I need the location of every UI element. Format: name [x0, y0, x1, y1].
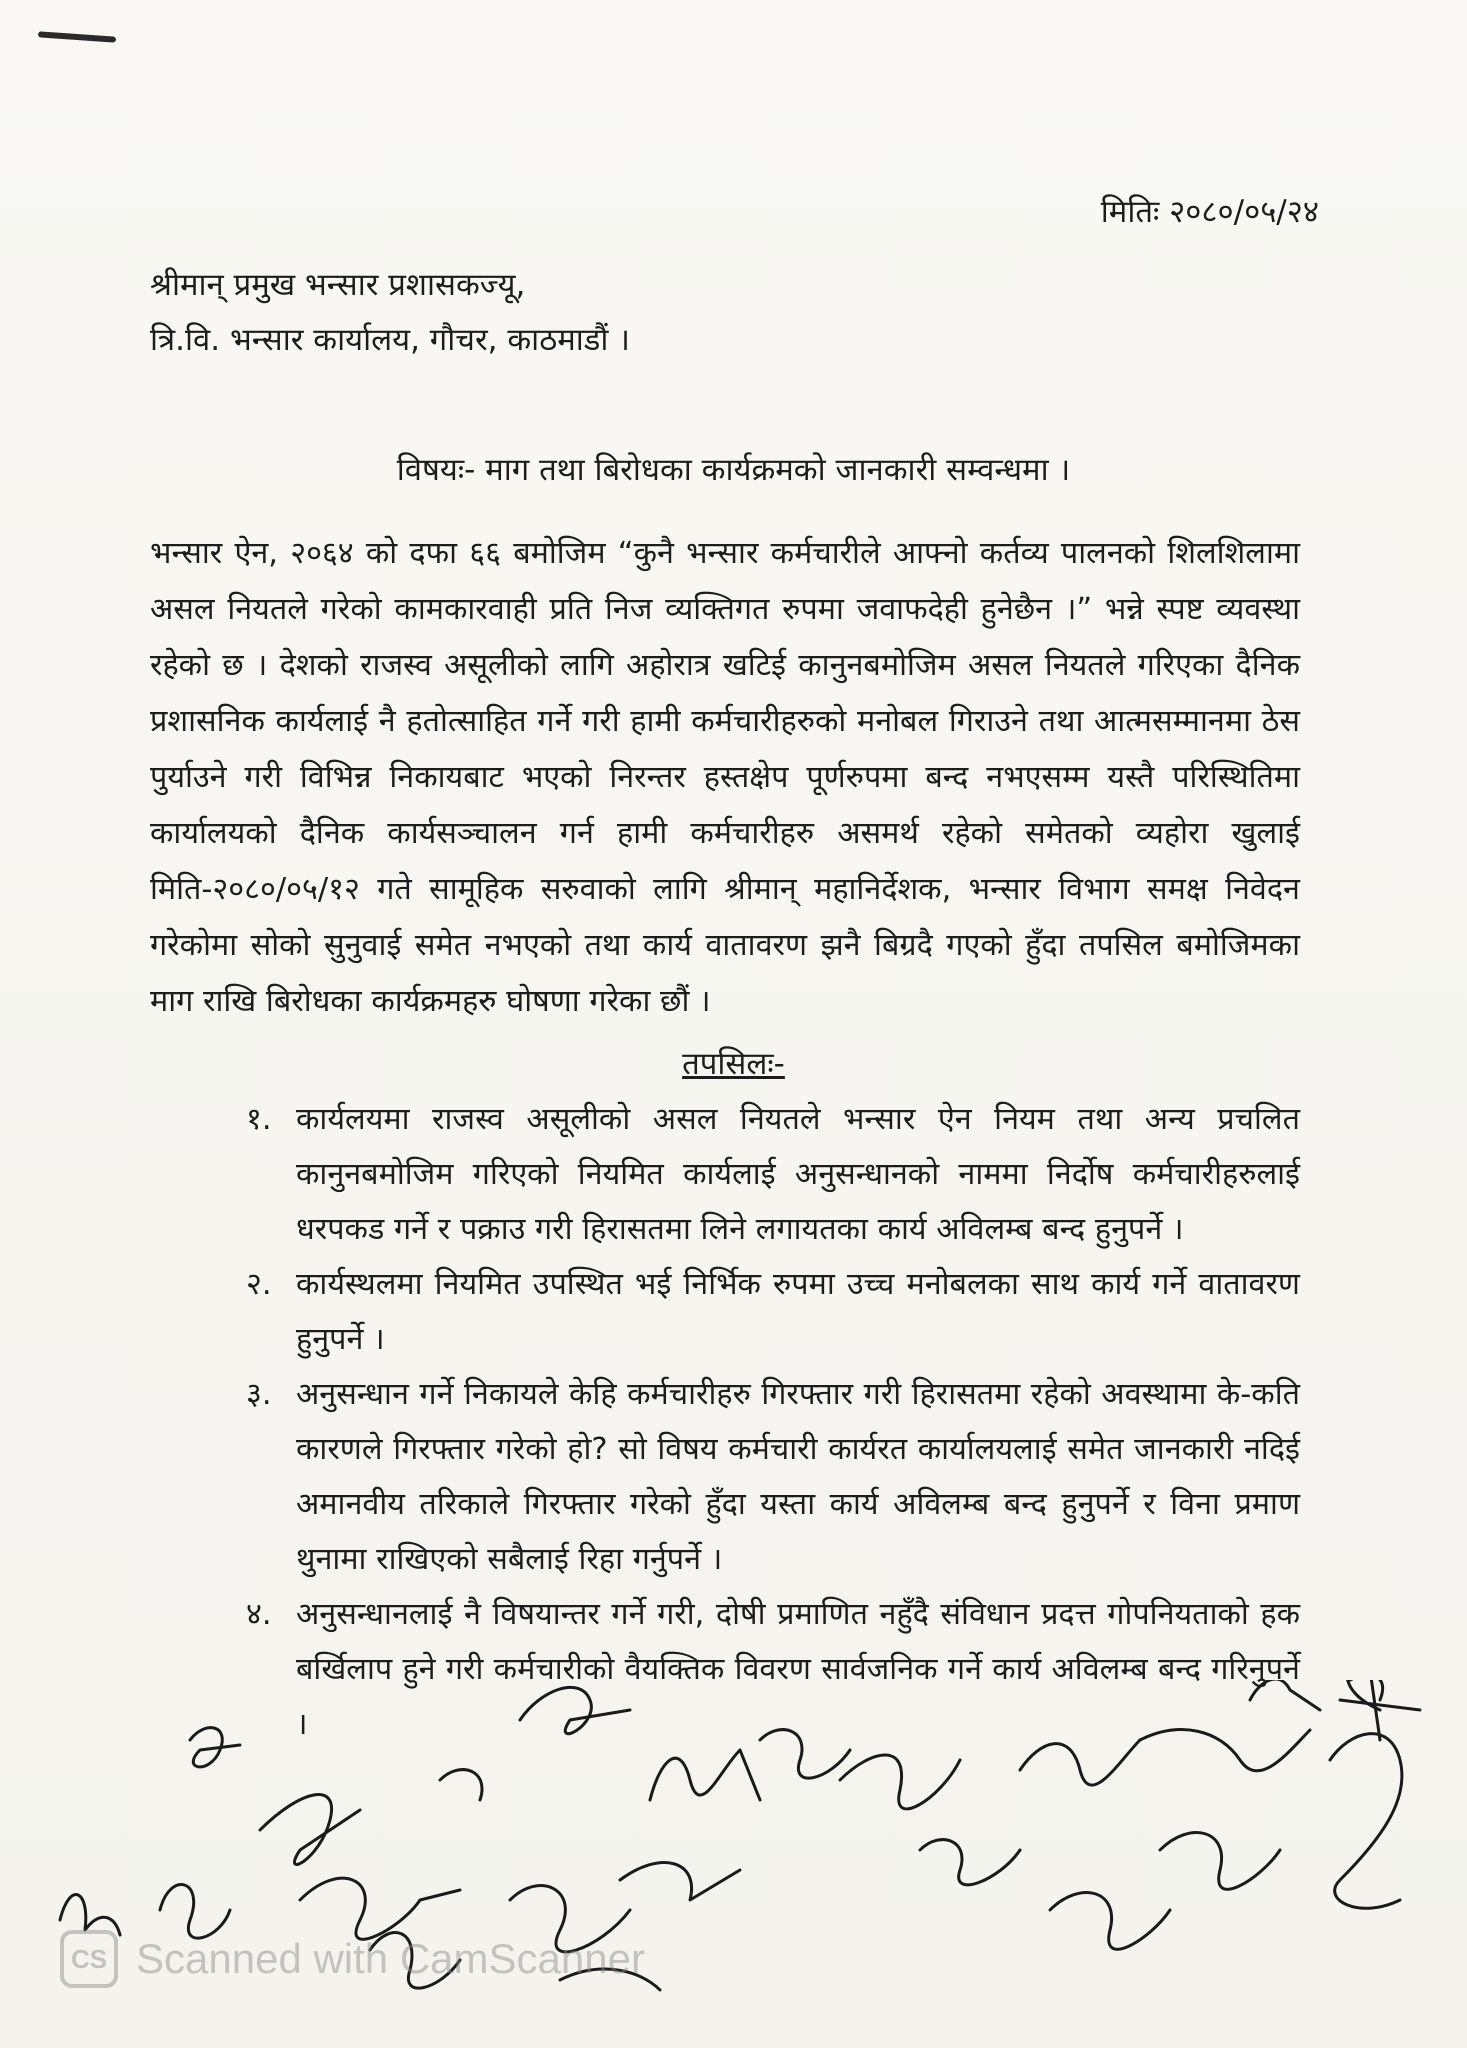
addressee-line-1: श्रीमान् प्रमुख भन्सार प्रशासकज्यू,	[150, 267, 526, 303]
list-item-text: कार्यस्थलमा नियमित उपस्थित भई निर्भिक रुपमा उच्च मनोबलका साथ कार्य गर्ने वातावरण हुनुपर्ने ।	[296, 1267, 1300, 1357]
signature	[840, 1755, 960, 1809]
signature	[520, 1687, 630, 1733]
signature	[1050, 1893, 1170, 1950]
signature	[260, 1795, 360, 1865]
signature	[190, 1728, 240, 1767]
signature	[1330, 1734, 1402, 1909]
watermark-text: Scanned with CamScanner	[136, 1935, 645, 1982]
camscanner-logo: CS	[60, 1930, 118, 1988]
demands-list	[246, 1092, 1300, 1752]
signature	[60, 1895, 120, 1935]
list-item	[246, 1257, 1300, 1367]
list-item-text: अनुसन्धानलाई नै विषयान्तर गर्ने गरी, दोषी प्रमाणित नहुँदै संविधान प्रदत्त गोपनियताको हक बर्खिलाप हुने गरी कर्मचारीको वैयक्तिक विवरण सार्वजनिक गर्ने कार्य अविलम्ब बन्द गरिनुपर्ने ।	[296, 1597, 1300, 1742]
list-item-number: ३.	[246, 1377, 272, 1412]
body-paragraph: भन्सार ऐन, २०६४ को दफा ६६ बमोजिम “कुनै भन्सार कर्मचारीले आफ्नो कर्तव्य पालनको शिलशिलामा असल नियतले गरेको कामकारवाही प्रति निज व्यक्तिगत रुपमा जवाफदेही हुनेछैन ।” भन्ने स्पष्ट व्यवस्था रहेको छ । देशको राजस्व असूलीको लागि अहोरात्र खटिई कानुनबमोजिम असल नियतले गरिएका दैनिक प्रशासनिक कार्यलाई नै हतोत्साहित गर्ने गरी हामी कर्मचारीहरुको मनोबल गिराउने तथा आत्मसम्मानमा ठेस पुर्याउने गरी विभिन्न निकायबाट भएको निरन्तर हस्तक्षेप पूर्णरुपमा बन्द नभएसम्म यस्तै परिस्थितिमा कार्यालयको दैनिक कार्यसञ्चालन गर्न हामी कर्मचारीहरु असमर्थ रहेको समेतको व्यहोरा खुलाई मिति-२०८०/०५/१२ गते सामूहिक सरुवाको लागि श्रीमान् महानिर्देशक, भन्सार विभाग समक्ष निवेदन गरेकोमा सोको सुनुवाई समेत नभएको तथा कार्य वातावरण झनै बिग्रदै गएको हुँदा तपसिल बमोजिमका माग राखि बिरोधका कार्यक्रमहरु घोषणा गरेका छौं ।	[150, 536, 1300, 1019]
list-heading: तपसिलः-	[682, 1046, 785, 1082]
signature	[1160, 1833, 1280, 1890]
list-item-number: ४.	[246, 1597, 272, 1632]
addressee-block	[150, 258, 630, 368]
signature	[1250, 1680, 1320, 1710]
addressee-line-2: त्रि.वि. भन्सार कार्यालय, गौचर, काठमाडौं ।	[150, 322, 630, 358]
signature	[440, 1770, 482, 1800]
signature	[650, 1750, 760, 1800]
letter-date: मितिः २०८०/०५/२४	[1100, 194, 1319, 230]
list-item	[246, 1092, 1300, 1257]
signature	[1140, 1730, 1310, 1771]
subject-line: विषयः- माग तथा बिरोधका कार्यक्रमको जानकारी सम्वन्धमा ।	[396, 452, 1071, 488]
list-item	[246, 1367, 1300, 1587]
list-item-text: अनुसन्धान गर्ने निकायले केहि कर्मचारीहरु गिरफ्तार गरी हिरासतमा रहेको अवस्थामा के-कति कारणले गिरफ्तार गरेको हो? सो विषय कर्मचारी कार्यरत कार्यालयलाई समेत जानकारी नदिई अमानवीय तरिकाले गिरफ्तार गरेको हुँदा यस्ता कार्य अविलम्ब बन्द हुनुपर्ने र विना प्रमाण थुनामा राखिएको सबैलाई रिहा गर्नुपर्ने ।	[296, 1377, 1300, 1577]
camscanner-watermark	[60, 1930, 645, 1988]
list-item-number: १.	[246, 1102, 272, 1137]
list-item-number: २.	[246, 1267, 272, 1302]
scan-corner-mark	[38, 31, 116, 42]
list-item-text: कार्यलयमा राजस्व असूलीको असल नियतले भन्सार ऐन नियम तथा अन्य प्रचलित कानुनबमोजिम गरिएको नियमित कार्यलाई अनुसन्धानको नाममा निर्दोष कर्मचारीहरुलाई धरपकड गर्ने र पक्राउ गरी हिरासतमा लिने लगायतका कार्य अविलम्ब बन्द हुनुपर्ने ।	[296, 1102, 1300, 1247]
signature	[760, 1730, 850, 1779]
signature	[920, 1840, 1020, 1885]
signature	[620, 1863, 740, 1900]
signature	[1020, 1740, 1140, 1785]
